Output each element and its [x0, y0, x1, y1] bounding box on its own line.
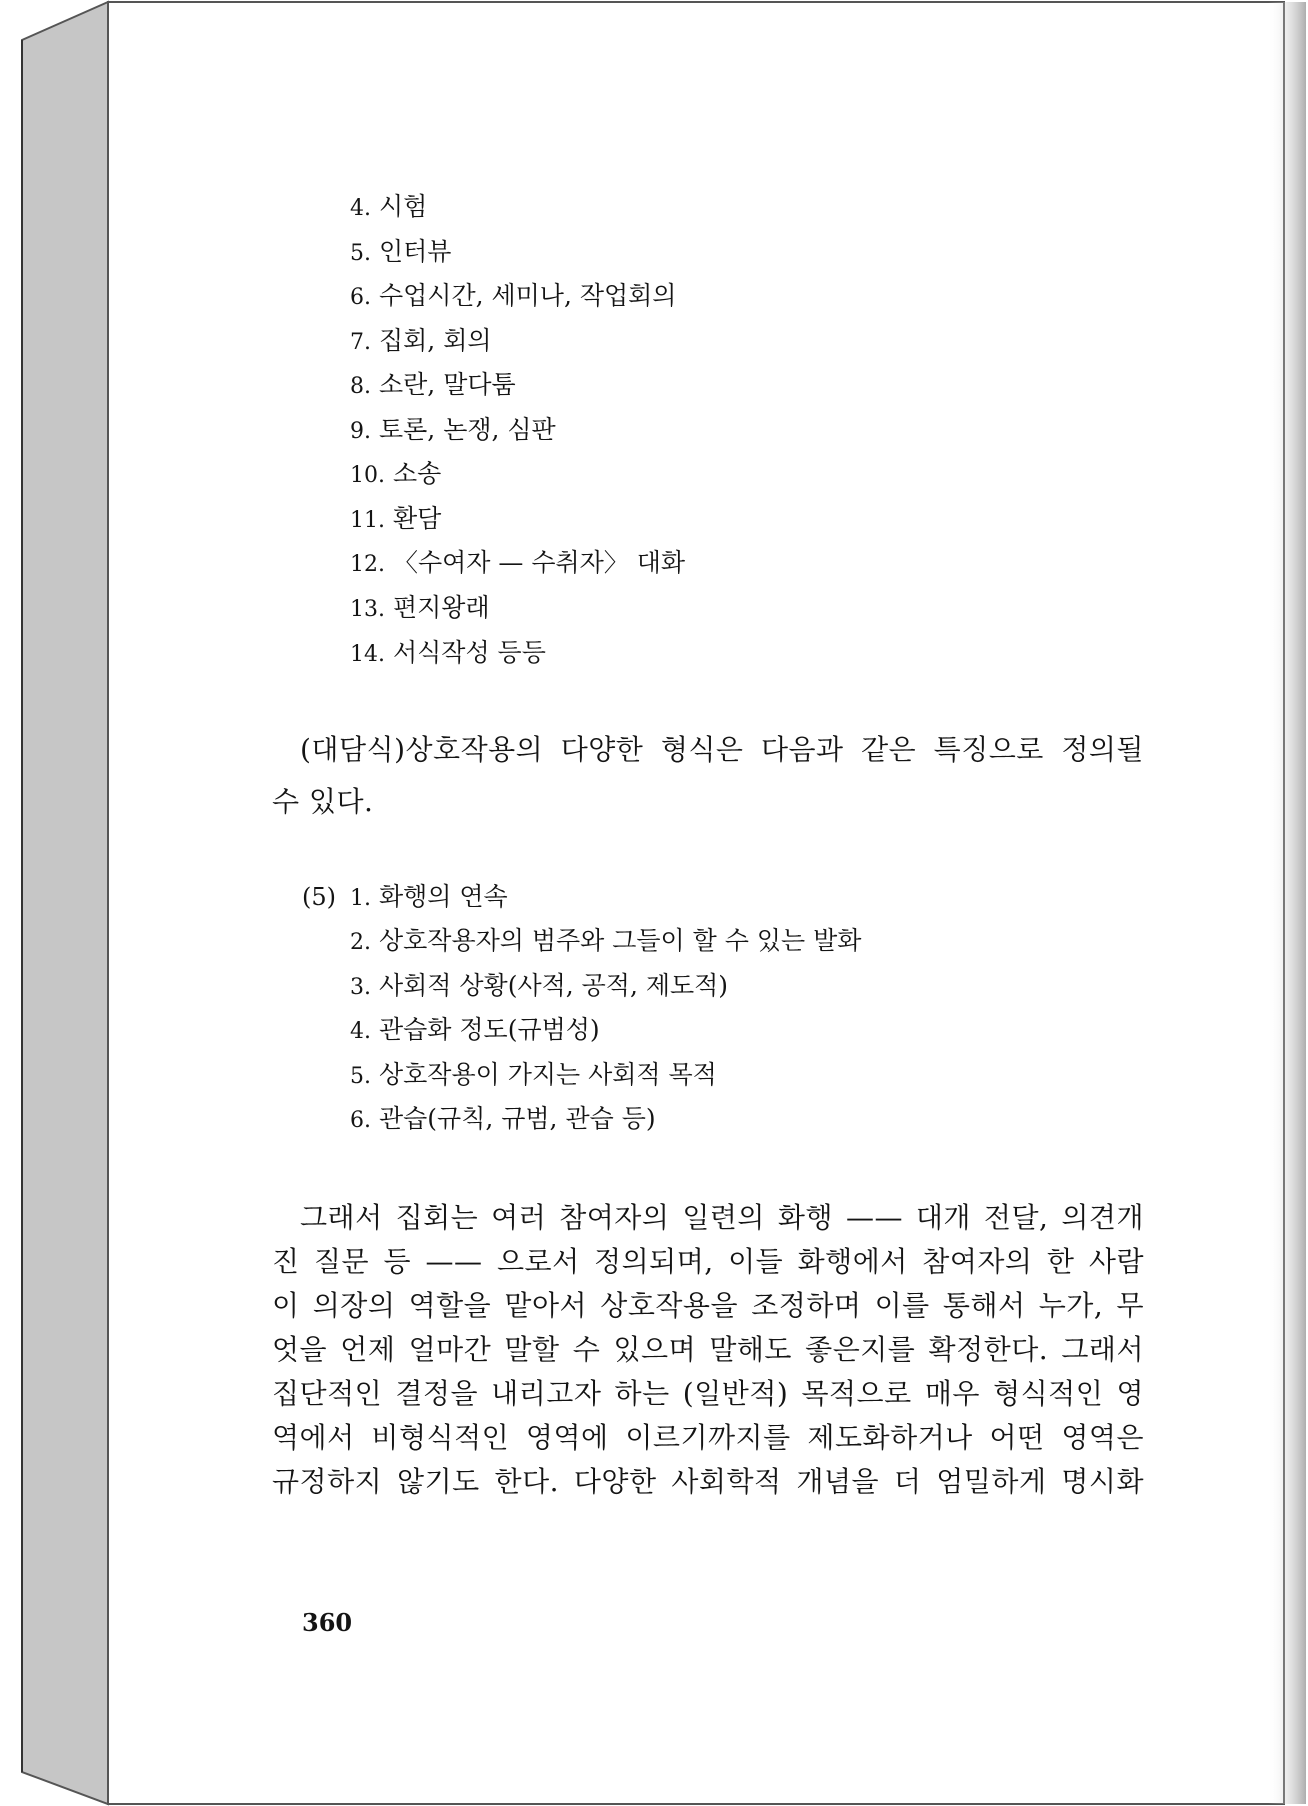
list-item-number: 14. [350, 642, 385, 667]
list-item-text: 서식작성 등등 [393, 638, 546, 667]
list-item-text: 소송 [393, 459, 442, 488]
list-item-text: 수업시간, 세미나, 작업회의 [379, 281, 677, 310]
list-item [350, 1060, 717, 1092]
list-item-text: 소란, 말다툼 [379, 370, 516, 399]
list-item-number: 6. [350, 285, 371, 310]
list-item-text: 〈수여자 — 수취자〉 대화 [393, 548, 686, 577]
list-item [350, 1104, 656, 1136]
paragraph-line: (대담식)상호작용의 다양한 형식은 다음과 같은 특징으로 정의될 [300, 733, 1144, 766]
list-item-number: 6. [350, 1108, 371, 1133]
paragraph-line: 엇을 언제 얼마간 말할 수 있으며 말해도 좋은지를 확정한다. 그래서 [272, 1333, 1144, 1366]
example-label: (5) [302, 883, 336, 911]
list-item [350, 882, 508, 914]
list-item [350, 370, 516, 402]
list-item-text: 관습화 정도(규범성) [379, 1015, 600, 1044]
list-item [350, 237, 451, 269]
list-item-number: 1. [350, 886, 371, 911]
list-item-text: 환담 [393, 504, 442, 533]
paragraph-line: 그래서 집회는 여러 참여자의 일련의 화행 —— 대개 전달, 의견개 [300, 1201, 1144, 1234]
list-item [350, 1015, 600, 1047]
list-item-number: 5. [350, 1064, 371, 1089]
list-item-text: 편지왕래 [393, 593, 490, 622]
list-item-number: 13. [350, 597, 385, 622]
list-item-number: 4. [350, 1019, 371, 1044]
list-item-text: 사회적 상황(사적, 공적, 제도적) [379, 971, 729, 1000]
list-item-text: 인터뷰 [379, 237, 452, 266]
paragraph-line: 수 있다. [272, 785, 374, 818]
list-item-text: 집회, 회의 [379, 326, 492, 355]
list-item-text: 관습(규칙, 규범, 관습 등) [379, 1104, 656, 1133]
paragraph-line: 집단적인 결정을 내리고자 하는 (일반적) 목적으로 매우 형식적인 영 [272, 1377, 1144, 1410]
list-item-text: 상호작용이 가지는 사회적 목적 [379, 1060, 717, 1089]
list-item [350, 548, 685, 580]
paragraph-line: 이 의장의 역할을 맡아서 상호작용을 조정하며 이를 통해서 누가, 무 [272, 1289, 1144, 1322]
list-item [350, 593, 490, 625]
list-item-text: 시험 [379, 192, 428, 221]
list-item [350, 281, 676, 313]
list-item-number: 4. [350, 196, 371, 221]
list-item [350, 638, 546, 670]
list-item-number: 8. [350, 374, 371, 399]
list-item-number: 9. [350, 419, 371, 444]
list-item-number: 12. [350, 552, 385, 577]
paragraph-line: 역에서 비형식적인 영역에 이르기까지를 제도화하거나 어떤 영역은 [272, 1421, 1144, 1454]
list-item-number: 5. [350, 241, 371, 266]
list-item [350, 192, 427, 224]
paragraph-line: 진 질문 등 —— 으로서 정의되며, 이들 화행에서 참여자의 한 사람 [272, 1245, 1144, 1278]
list-item [350, 459, 441, 491]
list-item-number: 11. [350, 508, 385, 533]
list-item [350, 971, 728, 1003]
list-item-text: 화행의 연속 [379, 882, 508, 911]
list-item [350, 326, 492, 358]
paragraph-line: 규정하지 않기도 한다. 다양한 사회학적 개념을 더 엄밀하게 명시화 [272, 1465, 1144, 1498]
list-item-text: 상호작용자의 범주와 그들이 할 수 있는 발화 [379, 926, 862, 955]
list-item [350, 504, 441, 536]
list-item-number: 3. [350, 975, 371, 1000]
page-number: 360 [302, 1608, 353, 1637]
list-item-number: 10. [350, 463, 385, 488]
list-item-text: 토론, 논쟁, 심판 [379, 415, 556, 444]
list-item [350, 415, 556, 447]
list-item [350, 926, 861, 958]
list-item-number: 7. [350, 330, 371, 355]
list-item-number: 2. [350, 930, 371, 955]
